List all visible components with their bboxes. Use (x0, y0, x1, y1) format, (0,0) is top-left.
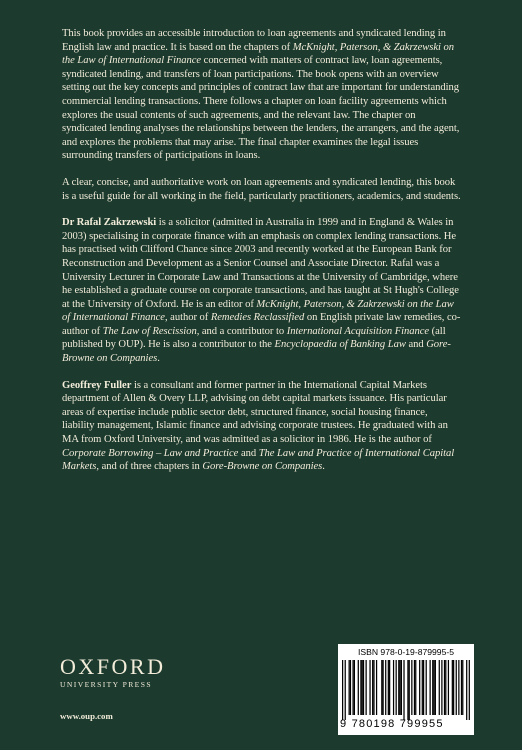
isbn-label: ISBN 978-0-19-879995-5 (357, 647, 455, 657)
barcode-bar (461, 660, 462, 715)
bio-text: and a contributor to (199, 325, 287, 337)
barcode-bar (456, 660, 457, 715)
barcode-bar (350, 660, 351, 715)
barcode-bar (358, 660, 359, 715)
barcode-bar (433, 660, 434, 715)
barcode-bar (466, 660, 467, 720)
barcode-bar (411, 660, 412, 715)
title-reference: International Acquisition Finance (286, 325, 430, 337)
barcode-bar (403, 660, 404, 720)
barcode-bar (372, 660, 373, 715)
bio-text: . (322, 461, 325, 473)
barcode-bar (363, 660, 364, 715)
title-reference: Corporate Borrowing – Law and Practice (62, 447, 239, 459)
barcode-bar (452, 660, 453, 715)
title-reference: The Law and Practice of International Capital Markets (62, 447, 455, 473)
barcode-bar (453, 660, 454, 715)
barcode-bar (432, 660, 433, 715)
barcode-bar (445, 660, 446, 715)
title-reference: Encyclopaedia of Banking Law (274, 339, 406, 351)
barcode-bar (393, 660, 394, 715)
barcode-bar (409, 660, 410, 720)
barcode-bar (430, 660, 431, 715)
barcode-bar (448, 660, 449, 715)
barcode-bar (352, 660, 353, 715)
isbn-barcode (338, 644, 474, 735)
bio-text: is a consultant and former partner in the International Capital Markets department of Allen & Overy LLP, advising on debt capital markets issuance. His particular areas of expertise include public sector debt, structured finance, social housing finance, liability management, Islamic finance and advising corporate trustees. He graduated with an MA from Oxford University, and was admitted as a solicitor in 1986. He is the author of (62, 379, 448, 446)
barcode-bar (388, 660, 389, 715)
barcode-bar (441, 660, 442, 715)
barcode-bar (414, 660, 415, 715)
barcode-bar (389, 660, 390, 715)
publisher-logo (60, 656, 180, 689)
title-reference: Gore-Browne on Companies (62, 339, 451, 365)
blurb-text: concerned with matters of contract law, loan agreements, syndicated lending, and transfers of loan participations. The book opens with an overview setting out the key concepts and principles of contract law that are important for understanding commercial lending transactions. There follows a chapter on loan facility agreements which explores the usual contents of such agreements, and the relevant law. The chapter on syndicated lending analyses the relationships between the lenders, the arrangers, and the agent, and explores the problems that may arise. The final chapter examines the legal issues surrounding transfers of participations in loans. (62, 55, 460, 162)
author-name: Dr Rafal Zakrzewski (62, 217, 157, 229)
barcode-bar (345, 660, 346, 720)
author-bio-fuller (62, 379, 462, 474)
barcode-bar (369, 660, 370, 715)
barcode-bar (419, 660, 420, 715)
barcode-bar (354, 660, 355, 715)
barcode-bar (398, 660, 399, 715)
cover-text (62, 27, 462, 487)
barcode-bar (366, 660, 367, 715)
barcode-bar (396, 660, 397, 715)
author-bio-zakrzewski (62, 216, 462, 366)
title-reference: Remedies Reclassified (210, 312, 305, 324)
barcode-bar (415, 660, 416, 715)
barcode-bar (382, 660, 383, 715)
author-name: Geoffrey Fuller (62, 379, 132, 391)
barcode-bar (458, 660, 459, 715)
blurb-paragraph-2: A clear, concise, and authoritative work on loan agreements and syndicated lending, this book is a useful guide for all working in the field, particularly practitioners, academics, and students. (62, 176, 461, 202)
barcode-bar (426, 660, 427, 715)
publisher-logo-main: OXFORD (60, 654, 166, 679)
barcode-bar (435, 660, 436, 715)
barcode-bar (342, 660, 343, 720)
barcode-bar (385, 660, 386, 715)
barcode-bar (439, 660, 440, 715)
title-reference: The Law of Rescission, (102, 325, 200, 337)
barcode-bar (349, 660, 350, 715)
bio-text: (all published by OUP). He is also a contributor to the (62, 325, 446, 351)
bio-text: and (405, 339, 427, 351)
barcode-bar (399, 660, 400, 715)
bio-text: , author of (164, 312, 211, 324)
barcode-bars-icon (342, 660, 470, 720)
bio-text: , and of three chapters in (96, 461, 203, 473)
barcode-bar (381, 660, 382, 715)
barcode-bar (362, 660, 363, 715)
barcode-bar (373, 660, 374, 715)
barcode-bar (444, 660, 445, 715)
title-reference: McKnight, Paterson, & Zakrzewski on the Law of International Finance (62, 298, 454, 324)
bio-text: . (157, 353, 160, 365)
barcode-bar (469, 660, 470, 720)
bio-text: and (238, 447, 259, 459)
bio-text: on English private law remedies, co-author of (62, 312, 461, 337)
publisher-website: www.oup.com (60, 711, 113, 721)
bio-text: is a solicitor (admitted in Australia in 1999 and in England & Wales in 2003) specialising in corporate finance with an emphasis on complex lending transactions. He has practised with Clifford Chance since 2003 and recently worked at the European Bank for Reconstruction and Development as a Senior Counsel and Associate Director. Rafal was a University Lecturer in Corporate Law and Transactions at the University of Cambridge, where he established a graduate course on corporate transactions, and has taught at St Hugh's College at the University of Oxford. He is an editor of (62, 217, 459, 310)
barcode-bar (423, 660, 424, 715)
barcode-bar (462, 660, 463, 715)
barcode-bar (401, 660, 402, 715)
barcode-bar (407, 660, 408, 720)
barcode-bar (376, 660, 377, 715)
book-title-reference: McKnight, Paterson, & Zakrzewski on the Law of International Finance (62, 41, 455, 67)
barcode-digits: 9 780198 799955 (340, 718, 444, 730)
title-reference: Gore-Browne on Companies (202, 461, 323, 473)
barcode-bar (422, 660, 423, 715)
blurb-text: This book provides an accessible introduction to loan agreements and syndicated lending in English law and practice. It is based on the chapters of (62, 28, 446, 53)
barcode-bar (360, 660, 361, 715)
publisher-logo-sub: UNIVERSITY PRESS (60, 680, 152, 689)
blurb-paragraph-1 (62, 27, 462, 163)
